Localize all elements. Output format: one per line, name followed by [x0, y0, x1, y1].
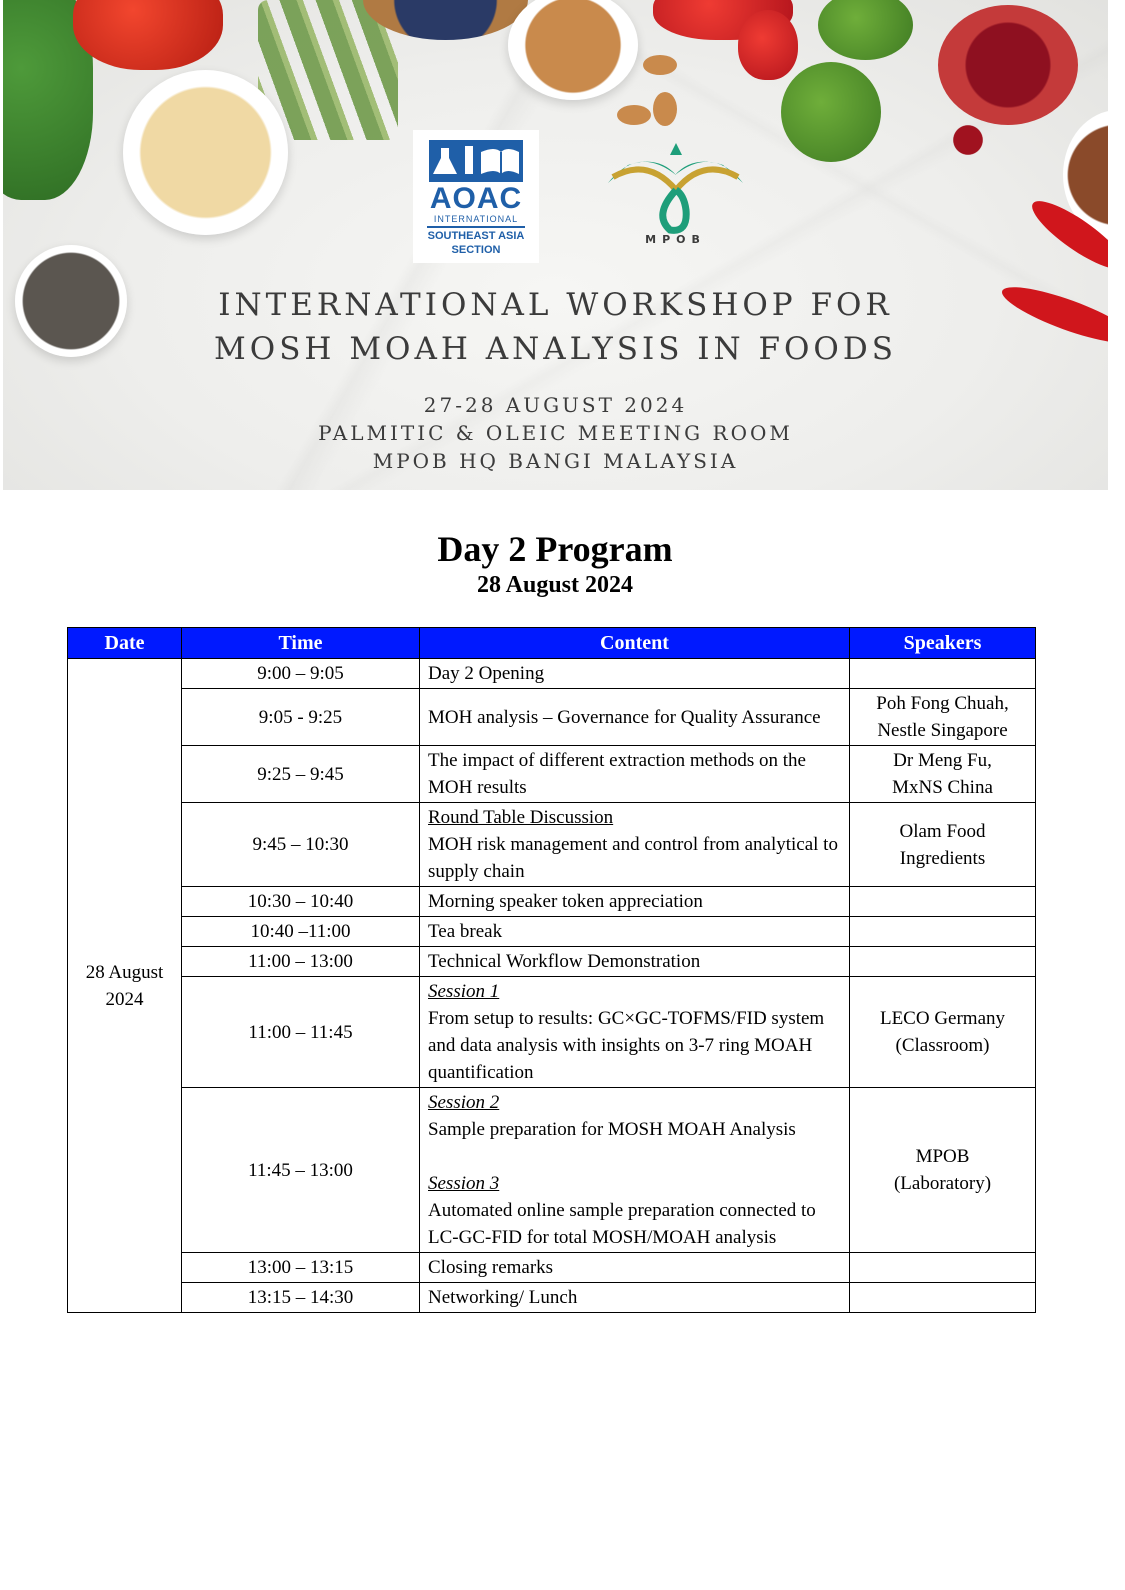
time-cell: 10:30 – 10:40 — [182, 887, 420, 917]
session-description: Sample preparation for MOSH MOAH Analysis — [428, 1119, 796, 1140]
aoac-logo-name: AOAC — [429, 182, 523, 215]
speaker-name: Poh Fong Chuah, — [876, 693, 1009, 714]
pomegranate-image — [938, 5, 1078, 125]
session-heading: Session 3 — [428, 1173, 500, 1194]
table-row — [68, 887, 1036, 917]
broccoli-image — [781, 62, 881, 162]
table-row — [68, 746, 1036, 803]
time-cell: 9:00 – 9:05 — [182, 659, 420, 689]
column-header-speakers: Speakers — [850, 628, 1036, 659]
spacer — [428, 1143, 841, 1170]
time-cell: 9:45 – 10:30 — [182, 803, 420, 887]
aoac-logo-rule — [427, 226, 525, 228]
aoac-logo-line3: SECTION — [451, 244, 501, 256]
mpob-emblem-icon — [598, 135, 753, 235]
speaker-affiliation: (Classroom) — [895, 1035, 990, 1056]
column-header-date: Date — [68, 628, 182, 659]
table-row — [68, 659, 1036, 689]
almond-image — [653, 92, 677, 126]
content-cell: Networking/ Lunch — [420, 1283, 850, 1313]
workshop-dates: 27-28 AUGUST 2024 — [423, 393, 688, 417]
speaker-cell — [850, 1283, 1036, 1313]
content-cell: Tea break — [420, 917, 850, 947]
date-cell-line1: 28 August — [85, 961, 164, 983]
speaker-affiliation: Ingredients — [899, 847, 986, 869]
speaker-name: LECO Germany — [879, 1008, 1006, 1029]
session-heading: Session 1 — [428, 981, 500, 1002]
table-row — [68, 977, 1036, 1088]
speaker-cell — [850, 917, 1036, 947]
speaker-name: Dr Meng Fu, — [893, 750, 992, 771]
session-description: Automated online sample preparation connected to LC-GC-FID for total MOSH/MOAH analysis — [428, 1200, 816, 1248]
mpob-logo-name: MPOB — [645, 233, 706, 246]
workshop-title-line1: INTERNATIONAL WORKSHOP FOR — [218, 287, 893, 323]
mpob-logo — [598, 135, 753, 250]
time-cell: 13:15 – 14:30 — [182, 1283, 420, 1313]
page-title: Day 2 Program — [437, 529, 673, 569]
speaker-cell — [850, 977, 1036, 1088]
program-table — [67, 627, 1036, 1313]
content-cell — [420, 977, 850, 1088]
time-cell: 10:40 –11:00 — [182, 917, 420, 947]
speaker-cell — [850, 887, 1036, 917]
aoac-logo-line1: INTERNATIONAL — [433, 214, 519, 224]
content-cell: The impact of different extraction methods on the MOH results — [420, 746, 850, 803]
content-cell: Closing remarks — [420, 1253, 850, 1283]
content-cell: Day 2 Opening — [420, 659, 850, 689]
table-row — [68, 1283, 1036, 1313]
speaker-affiliation: MxNS China — [892, 777, 993, 798]
session-description: From setup to results: GC×GC-TOFMS/FID system and data analysis with insights on 3-7 ring MOAH quantification — [428, 1008, 825, 1083]
table-row — [68, 917, 1036, 947]
chickpeas-bowl-image — [123, 70, 288, 235]
session-description: MOH risk management and control from analytical to supply chain — [428, 834, 838, 882]
column-header-content: Content — [420, 628, 850, 659]
header-banner — [3, 0, 1108, 490]
speaker-cell — [850, 746, 1036, 803]
workshop-title-line2: MOSH MOAH ANALYSIS IN FOODS — [214, 331, 897, 367]
speaker-cell — [850, 803, 1036, 887]
speaker-name: MPOB — [915, 1146, 970, 1167]
session-heading: Session 2 — [428, 1092, 500, 1113]
time-cell: 9:25 – 9:45 — [182, 746, 420, 803]
strawberry-image — [738, 10, 798, 80]
almond-image — [617, 105, 651, 125]
table-header-row — [68, 628, 1036, 659]
speaker-cell — [850, 689, 1036, 746]
page-subtitle-date: 28 August 2024 — [476, 572, 634, 598]
table-row — [68, 689, 1036, 746]
speaker-cell — [850, 659, 1036, 689]
pomegranate-seeds-image — [938, 120, 998, 160]
workshop-location: MPOB HQ BANGI MALAYSIA — [372, 449, 739, 473]
content-cell — [420, 1088, 850, 1253]
table-row — [68, 1253, 1036, 1283]
time-cell: 13:00 – 13:15 — [182, 1253, 420, 1283]
speaker-affiliation: Nestle Singapore — [877, 720, 1008, 741]
date-cell — [68, 659, 182, 1313]
time-cell: 9:05 - 9:25 — [182, 689, 420, 746]
time-cell: 11:00 – 13:00 — [182, 947, 420, 977]
speaker-affiliation: (Laboratory) — [893, 1173, 992, 1194]
table-row — [68, 803, 1036, 887]
speaker-cell — [850, 947, 1036, 977]
speaker-cell — [850, 1253, 1036, 1283]
flask-book-icon — [429, 140, 523, 182]
time-cell: 11:45 – 13:00 — [182, 1088, 420, 1253]
content-cell: Technical Workflow Demonstration — [420, 947, 850, 977]
column-header-time: Time — [182, 628, 420, 659]
content-cell — [420, 803, 850, 887]
time-cell: 11:00 – 11:45 — [182, 977, 420, 1088]
table-row — [68, 947, 1036, 977]
content-cell: MOH analysis – Governance for Quality Assurance — [420, 689, 850, 746]
almond-image — [643, 55, 677, 75]
speaker-cell — [850, 1088, 1036, 1253]
table-row — [68, 1088, 1036, 1253]
aoac-logo — [413, 130, 539, 263]
speaker-name: Olam Food — [899, 820, 986, 842]
date-cell-line2: 2024 — [105, 988, 144, 1010]
aoac-logo-line2: SOUTHEAST ASIA — [427, 230, 525, 242]
session-heading: Round Table Discussion — [428, 807, 614, 828]
content-cell: Morning speaker token appreciation — [420, 887, 850, 917]
workshop-venue: PALMITIC & OLEIC MEETING ROOM — [318, 421, 793, 445]
